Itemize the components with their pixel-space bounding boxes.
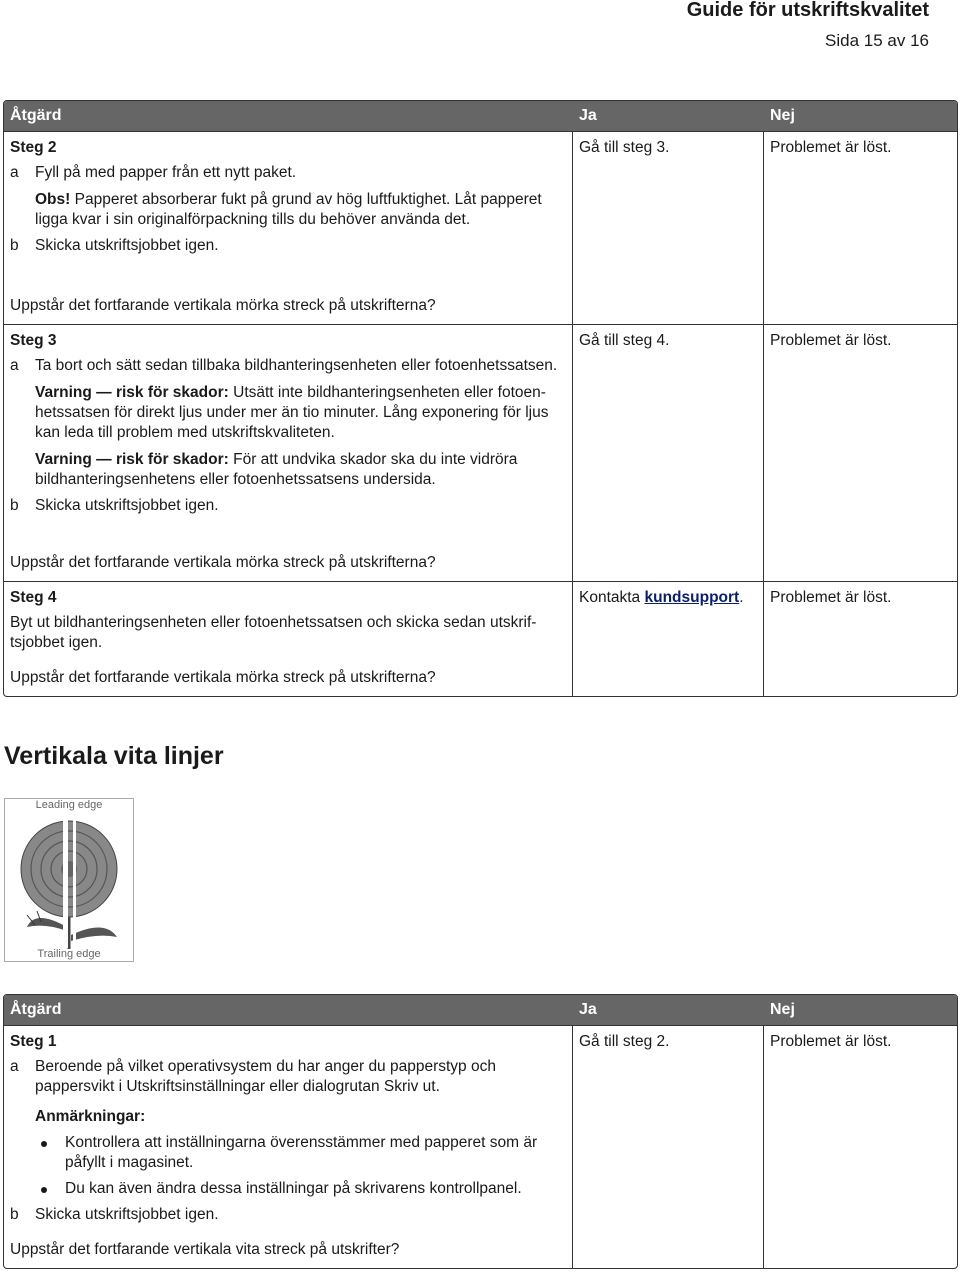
list-item: b Skicka utskriftsjobbet igen. (10, 237, 219, 254)
question-row (4, 662, 957, 696)
warning-text: Varning — risk för skador: För att undvika skador ska du inte vidröra bildhanteringsenhetens eller fotoenhetssatsens undersida. (35, 451, 518, 488)
yes-cell: Gå till steg 3. (573, 131, 764, 290)
table-row (4, 581, 957, 662)
column-header-yes: Ja (573, 101, 764, 131)
question-row (4, 290, 957, 324)
bullet-icon (41, 1141, 47, 1147)
note-text: Obs! Papperet absorberar fukt på grund av hög luftfuktighet. Låt papperet ligga kvar i sin originalförpackning tills du behöver använda det. (35, 191, 542, 228)
list-item: a Ta bort och sätt sedan tillbaka bildhanteringsenheten eller fotoenhetssatsen. (10, 357, 558, 374)
column-header-action: Åtgärd (4, 101, 573, 131)
question-text: Uppstår det fortfarande vertikala vita streck på utskrifter? (4, 1234, 573, 1268)
action-cell (4, 131, 573, 290)
bullet-icon (41, 1187, 47, 1193)
notes-label: Anmärkningar: (35, 1108, 146, 1125)
action-cell (4, 324, 573, 547)
yes-cell: Gå till steg 4. (573, 324, 764, 547)
yes-cell: Gå till steg 2. (573, 1025, 764, 1234)
page-header (687, 0, 929, 53)
table-header-row (4, 995, 957, 1025)
table-row (4, 324, 957, 547)
step-heading: Steg 2 (10, 139, 57, 156)
column-header-action: Åtgärd (4, 995, 573, 1025)
no-cell: Problemet är löst. (764, 581, 957, 662)
question-row (4, 547, 957, 581)
defect-example-figure (4, 798, 134, 962)
step-text: Byt ut bildhanteringsenheten eller fotoenhetssatsen och skicka sedan utskriftsjobbet igen. (10, 614, 537, 651)
question-row (4, 1234, 957, 1268)
column-header-no: Nej (764, 995, 957, 1025)
list-item: b Skicka utskriftsjobbet igen. (10, 1206, 219, 1223)
document-title: Guide för utskriftskvalitet (686, 0, 929, 21)
action-cell (4, 1025, 573, 1234)
warning-text: Varning — risk för skador: Utsätt inte bildhanteringsenheten eller fotoenhetssatsen för direkt ljus under mer än tio minuter. Lång exponering för ljus kan leda till problem med utskriftskvaliteten. (35, 384, 549, 441)
trailing-edge-label: Trailing edge (37, 948, 101, 960)
no-cell: Problemet är löst. (764, 1025, 957, 1234)
table-header-row (4, 101, 957, 131)
kundsupport-link[interactable]: kundsupport (644, 589, 740, 606)
list-item: a Fyll på med papper från ett nytt paket. (10, 164, 297, 181)
step-heading: Steg 1 (10, 1033, 57, 1050)
table-row (4, 1025, 957, 1234)
step-heading: Steg 4 (10, 589, 57, 606)
leading-edge-label: Leading edge (35, 799, 103, 811)
bullet-item: Kontrollera att inställningarna överensstämmer med papperet som är påfyllt i magasinet. (10, 1133, 566, 1173)
column-header-no: Nej (764, 101, 957, 131)
action-cell (4, 581, 573, 662)
troubleshooting-table-1 (3, 100, 958, 697)
question-text: Uppstår det fortfarande vertikala mörka streck på utskrifterna? (4, 662, 573, 696)
page-number: Sida 15 av 16 (825, 31, 929, 50)
yes-cell: Kontakta kundsupport. (573, 581, 764, 662)
step-heading: Steg 3 (10, 332, 57, 349)
no-cell: Problemet är löst. (764, 131, 957, 290)
question-text: Uppstår det fortfarande vertikala mörka streck på utskrifterna? (4, 290, 573, 324)
question-text: Uppstår det fortfarande vertikala mörka streck på utskrifterna? (4, 547, 573, 581)
no-cell: Problemet är löst. (764, 324, 957, 547)
list-item: a Beroende på vilket operativsystem du har anger du papperstyp och pappersvikt i Utskriftsinställningar eller dialogrutan Skriv ut. (10, 1058, 496, 1095)
bullet-item: Du kan även ändra dessa inställningar på skrivarens kontrollpanel. (10, 1179, 566, 1199)
flower-image (5, 799, 133, 961)
troubleshooting-table-2 (3, 994, 958, 1269)
list-item: b Skicka utskriftsjobbet igen. (10, 497, 219, 514)
column-header-yes: Ja (573, 995, 764, 1025)
table-row (4, 131, 957, 290)
section-heading: Vertikala vita linjer (4, 742, 224, 770)
